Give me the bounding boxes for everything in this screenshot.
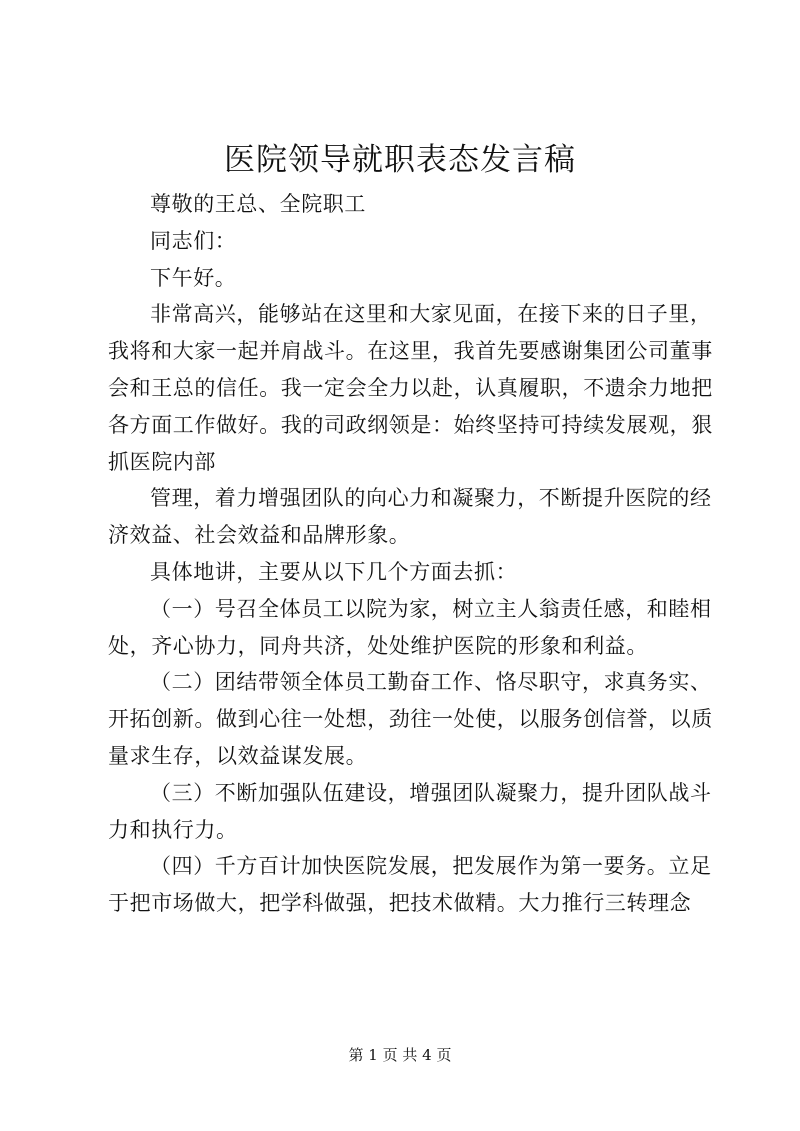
paragraph-line: 力和执行力。 (108, 817, 238, 842)
paragraph-line: 会和王总的信任。我一定会全力以赴，认真履职，不遗余力地把 (108, 375, 713, 400)
document-title: 医院领导就职表态发言稿 (224, 142, 576, 178)
paragraph (108, 480, 710, 554)
paragraph-line: 同志们： (150, 228, 237, 253)
paragraph-line: 处，齐心协力，同舟共济，处处维护医院的形象和利益。 (108, 633, 648, 658)
paragraph-line: 我将和大家一起并肩战斗。在这里，我首先要感谢集团公司董事 (108, 339, 713, 364)
paragraph-line: （二）团结带领全体员工勤奋工作、恪尽职守，求真务实、 (150, 670, 712, 695)
paragraph-line: 济效益、社会效益和品牌形象。 (108, 523, 411, 548)
paragraph-line: 下午好。 (150, 265, 237, 290)
paragraph-line: 尊敬的王总、全院职工 (150, 192, 366, 216)
paragraph (108, 664, 713, 774)
paragraph-line: 非常高兴，能够站在这里和大家见面，在接下来的日子里， (150, 302, 712, 327)
page-footer: 第 1 页 共 4 页 (348, 1046, 452, 1064)
paragraph-line: （四）千方百计加快医院发展，把发展作为第一要务。立足 (150, 854, 712, 879)
paragraph (108, 554, 710, 591)
paragraph (108, 260, 710, 297)
paragraph-line: （一）号召全体员工以院为家，树立主人翁责任感，和睦相 (150, 596, 712, 621)
paragraph-line: 具体地讲，主要从以下几个方面去抓： (150, 559, 518, 584)
paragraph (108, 848, 710, 922)
paragraph-line: 开拓创新。做到心往一处想，劲往一处使，以服务创信誉，以质 (108, 707, 713, 732)
paragraph-line: （三）不断加强队伍建设，增强团队凝聚力，提升团队战斗 (150, 780, 712, 805)
paragraph (108, 296, 713, 480)
paragraph (108, 223, 710, 260)
paragraph-line: 于把市场做大，把学科做强，把技术做精。大力推行三转理念 (108, 891, 692, 916)
paragraph-line: 管理，着力增强团队的向心力和凝聚力，不断提升医院的经 (150, 486, 712, 511)
paragraph (108, 775, 710, 849)
paragraph-line: 抓医院内部 (108, 449, 216, 474)
paragraph-line: 量求生存，以效益谋发展。 (108, 743, 368, 768)
document-body (108, 186, 713, 922)
paragraph-line: 各方面工作做好。我的司政纲领是：始终坚持可持续发展观，狠 (108, 412, 713, 437)
paragraph (108, 186, 710, 223)
paragraph (108, 591, 710, 665)
